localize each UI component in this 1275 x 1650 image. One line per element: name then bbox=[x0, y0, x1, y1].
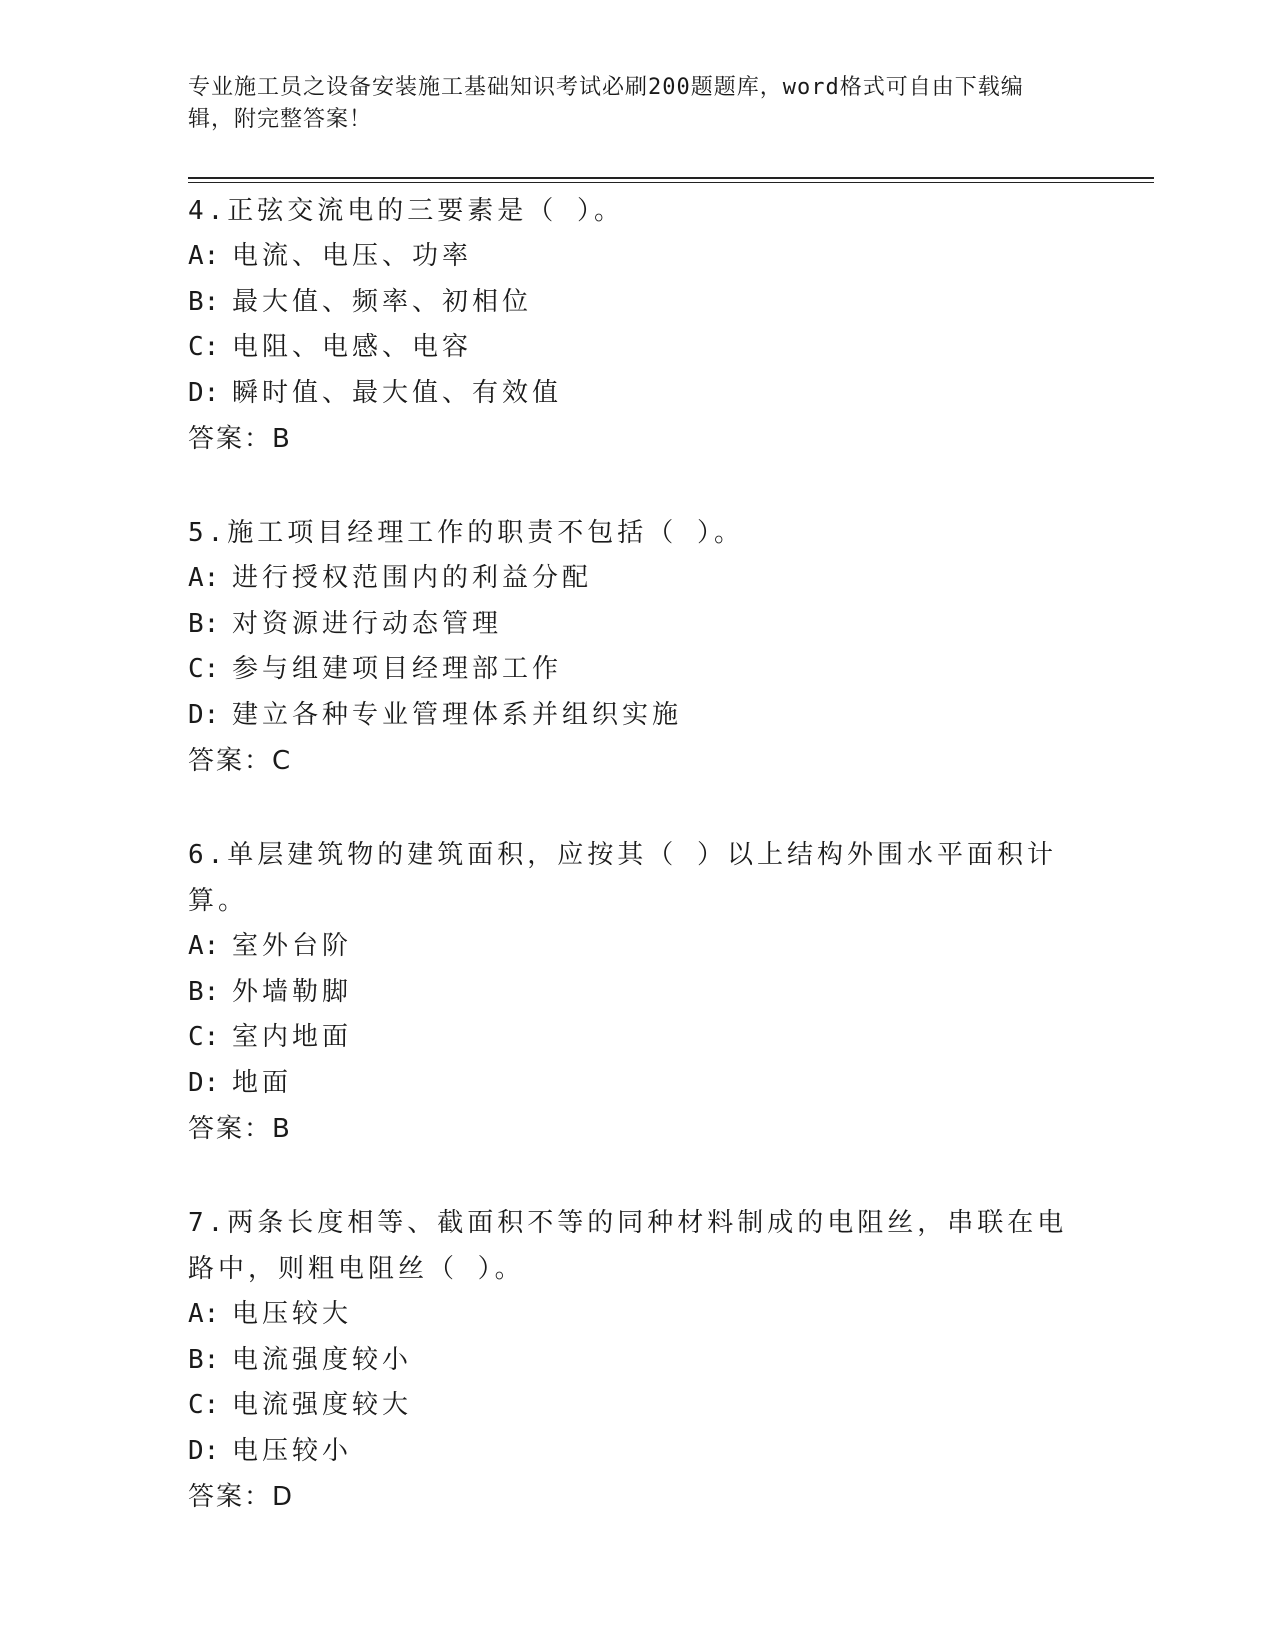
answer-label: 答案： bbox=[188, 746, 273, 776]
answer-label: 答案： bbox=[188, 1114, 273, 1144]
option-letter: B: bbox=[188, 1344, 220, 1375]
option-letter: B: bbox=[188, 976, 220, 1007]
question-stem: 5.施工项目经理工作的职责不包括（ ）。 bbox=[188, 518, 744, 548]
option-text: 电阻、电感、电容 bbox=[232, 332, 473, 362]
option-b bbox=[188, 1338, 1088, 1384]
option-text: 建立各种专业管理体系并组织实施 bbox=[232, 699, 683, 730]
question-4 bbox=[188, 188, 1088, 462]
question-list bbox=[188, 188, 1088, 1568]
option-letter: A: bbox=[188, 931, 220, 961]
option-d bbox=[188, 371, 1088, 417]
option-letter: C: bbox=[188, 654, 220, 684]
answer-value: B bbox=[272, 1114, 290, 1144]
header-divider-thin bbox=[188, 182, 1154, 183]
option-letter: D: bbox=[188, 1435, 220, 1466]
answer-label: 答案： bbox=[188, 1482, 273, 1512]
option-text: 电压较小 bbox=[232, 1435, 353, 1466]
option-text: 进行授权范围内的利益分配 bbox=[232, 563, 593, 593]
option-letter: D: bbox=[188, 1067, 220, 1098]
option-letter: D: bbox=[188, 377, 220, 408]
option-d bbox=[188, 1429, 1088, 1475]
answer-line bbox=[188, 416, 1088, 462]
option-c bbox=[188, 647, 1088, 693]
option-text: 室外台阶 bbox=[232, 931, 353, 961]
question-stem: 7.两条长度相等、截面积不等的同种材料制成的电阻丝，串联在电路中，则粗电阻丝（ ）。 bbox=[188, 1208, 1068, 1284]
option-a bbox=[188, 924, 1088, 970]
option-d bbox=[188, 693, 1088, 739]
answer-value: B bbox=[272, 424, 290, 454]
document-header-title: 专业施工员之设备安装施工基础知识考试必刷200题题库，word格式可自由下载编辑，附完整答案！ bbox=[188, 75, 1024, 132]
answer-value: D bbox=[272, 1482, 293, 1512]
question-5 bbox=[188, 510, 1088, 784]
option-b bbox=[188, 280, 1088, 326]
option-text: 室内地面 bbox=[232, 1022, 353, 1052]
option-letter: D: bbox=[188, 699, 220, 730]
question-stem: 6.单层建筑物的建筑面积，应按其（ ）以上结构外围水平面积计算。 bbox=[188, 840, 1057, 916]
option-a bbox=[188, 234, 1088, 280]
option-letter: A: bbox=[188, 241, 220, 271]
question-stem: 4.正弦交流电的三要素是（ ）。 bbox=[188, 196, 624, 226]
question-7 bbox=[188, 1200, 1088, 1520]
option-c bbox=[188, 1383, 1088, 1429]
option-c bbox=[188, 325, 1088, 371]
option-letter: B: bbox=[188, 608, 220, 639]
option-text: 参与组建项目经理部工作 bbox=[232, 654, 563, 684]
option-text: 对资源进行动态管理 bbox=[232, 608, 503, 639]
option-letter: C: bbox=[188, 332, 220, 362]
option-a bbox=[188, 1292, 1088, 1338]
header-divider-thick bbox=[188, 177, 1154, 179]
option-a bbox=[188, 556, 1088, 602]
answer-line bbox=[188, 738, 1088, 784]
answer-line bbox=[188, 1474, 1088, 1520]
answer-value: C bbox=[272, 746, 291, 776]
option-letter: B: bbox=[188, 286, 220, 317]
option-letter: A: bbox=[188, 1299, 220, 1329]
option-c bbox=[188, 1015, 1088, 1061]
option-text: 电流强度较小 bbox=[232, 1344, 413, 1375]
option-b bbox=[188, 602, 1088, 648]
option-letter: C: bbox=[188, 1390, 220, 1420]
question-6 bbox=[188, 832, 1088, 1152]
option-b bbox=[188, 970, 1088, 1016]
option-text: 电流强度较大 bbox=[232, 1390, 413, 1420]
answer-label: 答案： bbox=[188, 424, 273, 454]
option-text: 瞬时值、最大值、有效值 bbox=[232, 377, 563, 408]
option-text: 外墙勒脚 bbox=[232, 976, 353, 1007]
option-text: 电压较大 bbox=[232, 1299, 353, 1329]
option-letter: A: bbox=[188, 563, 220, 593]
answer-line bbox=[188, 1106, 1088, 1152]
option-text: 最大值、频率、初相位 bbox=[232, 286, 533, 317]
option-d bbox=[188, 1061, 1088, 1107]
option-text: 地面 bbox=[232, 1067, 293, 1098]
option-text: 电流、电压、功率 bbox=[232, 241, 473, 271]
option-letter: C: bbox=[188, 1022, 220, 1052]
